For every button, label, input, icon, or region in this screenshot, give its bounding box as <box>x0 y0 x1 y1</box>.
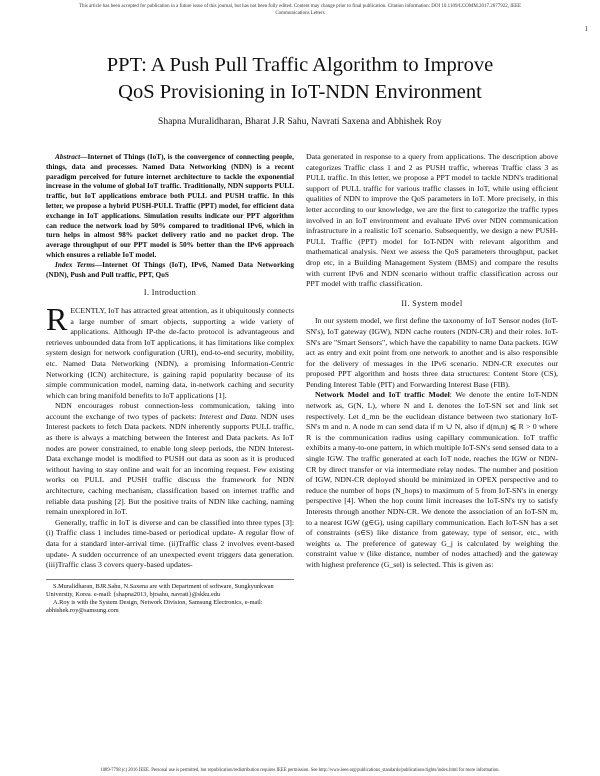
intro-paragraph-4: Data generated in response to a query from applications. The description above categorizes Traffic class 1 and 2 as PUSH traffic, whereas Traffic class 3 as PULL traffic. In this letter, we propose a PPT model to tackle NDN's traditional support of PULL traffic for various traffic classes in IoT, while using efficient qualities of NDN to improve the QoS parameters in IoT. More precisely, in this letter according to our knowledge, we are the first to categorize the traffic types involved in an IoT environment and evaluate IPv6 over NDN communication infrastructure in a realistic IoT scenario. Subsequently, we design a new PUSH-PULL Traffic (PPT) model for IoT-NDN with relevant algorithm and mathematical analysis. Next we assess the QoS parameters throughput, packet drop etc, in a Building Management System (BMS) and compare the results with current IPv6 and NDN scenario without traffic classification across our PPT model with traffic classification. <box>306 152 558 289</box>
right-column <box>306 152 558 571</box>
header-line-2: Communications Letters <box>275 11 325 16</box>
index-terms-label: Index Terms <box>55 259 95 269</box>
network-model-title: Network Model and IoT traffic Model <box>315 390 450 400</box>
abstract <box>46 152 294 260</box>
index-terms <box>46 260 294 280</box>
left-column <box>46 152 294 615</box>
header-line-1: This article has been accepted for publication in a future issue of this journal, but has not been fully edited. Content may change prior to final publication. Citation information: DOI 10.1109/LCOMM.2017.2677922, IEEE <box>78 4 522 9</box>
intro-paragraph-3: Generally, traffic in IoT is diverse and can be classified into three types [3]: (i) Traffic class 1 includes time-based or periodical update- A regular flow of data for a standard inter-arrival time. (ii)Traffic class 2 involves event-based update- A sudden occurrence of an unexpected event triggers data generation. (iii)Traffic class 3 covers query-based updates- <box>46 517 294 570</box>
author-list: Shapna Muralidharan, Bharat J.R Sahu, Navrati Saxena and Abhishek Roy <box>158 117 442 127</box>
title-line-2: QoS Provisioning in IoT-NDN Environment <box>118 81 482 103</box>
drop-cap: R <box>46 305 68 337</box>
section-heading-introduction: I. Introduction <box>143 288 197 298</box>
copyright-footer: 1089-7798 (c) 2016 IEEE. Personal use is permitted, but republication/redistribution requires IEEE permission. See http://www.ieee.org/publications_standards/publications/rights/index.html for more information. <box>100 768 500 773</box>
section-heading-system-model: II. System model <box>401 298 463 308</box>
footnote-1: S.Muralidharan, BJR.Sahu, N.Saxena are with Department of software, Sungkyunkwan University, Korea. e-mail: {shapna2013, bjrsahu, navrati}@skku.edu <box>46 582 274 598</box>
system-model-paragraph-2: Network Model and IoT traffic Model: We denote the entire IoT-NDN network as, G(N, L), where N and L denotes the IoT-SN set and link set respectively. Let d_mn be the euclidean distance between two stationary IoT-SN's m and n. A node m can send data if m ∪ N, also if d(m,n) ⩽ R > 0 where R is the communication radius using capillary communication. IoT traffic exhibits a many-to-one pattern, in which multiple IoT-SN's send sensed data to a single IGW. The traffic generated at each IoT node, reaches the IGW or NDN-CR by direct transfer or via intermediate relay nodes. The number and position of IGW, NDN-CR deployed should be minimized in OPEX perspective and to reduce the number of hops (N_hops) to maximum of 5 from IoT-SN's in energy perspective [4]. When the hop count limit increases the IoT-SN's try to satisfy Interests through another NDN-CR. We denote the association of an IoT-SN m, to a nearest IGW (g∈G), using capillary communication. Each IoT-SN has a set of constraints (s∈S) like distance from gateway, type of sensor, etc., with weights ω. The preference of gateway G_j is calculated by weighing the constraint value v (like distance, number of nodes attached) and the gateway with highest preference (G_sel) is selected. This is given as: <box>306 390 558 569</box>
footnote-2: A.Roy is with the System Design, Network Division, Samsung Electronics, e-mail: abhishek.roy@samsung.com <box>46 598 263 614</box>
title-line-1: PPT: A Push Pull Traffic Algorithm to Improve <box>106 54 494 76</box>
abstract-label: Abstract <box>55 152 81 161</box>
emphasis-interest-data: Interest and Data <box>199 411 256 421</box>
page-number: 1 <box>584 25 588 33</box>
system-model-paragraph-1: In our system model, we first define the taxonomy of IoT Sensor nodes (IoT-SN's), IoT gateway (IGW), NDN cache routers (NDN-CR) and their roles. IoT-SN's are "Smart Sensors", which have the capability to name Data packets. IGW act as entry and exit point from one network to another and is also responsible for the delivery of messages in the IPv6 scenario. NDN-CR executes our proposed PPT algorithm and hosts three data structures: Content Store (CS), Pending Interest Table (PIT) and Forwarding Interest Base (FIB). <box>306 316 558 389</box>
journal-header <box>0 3 600 17</box>
paper-title <box>0 52 600 106</box>
intro-paragraph-1 <box>46 306 294 401</box>
index-terms-text: —Internet Of Things (IoT), IPv6, Named Data Networking (NDN), Push and Pull traffic, PPT, QoS <box>46 259 294 279</box>
intro-paragraph-1-text: ECENTLY, IoT has attracted great attention, as it ubiquitously connects a large number of smart objects, supporting a wide variety of applications. Although IP-the de-facto protocol is advantageous and retrieves unbounded data from IoT applications, it has limitations like complex system design for network configuration (URI), end-to-end security, mobility, etc. Named Data Networking (NDN), a promising Information-Centric Networking (ICN) architecture, is gaining rapid popularity because of its simple communication model, naming data, in-network caching and security which can bring manifold benefits to IoT applications [1]. <box>46 305 294 400</box>
author-footnotes <box>46 579 294 615</box>
intro-paragraph-2: NDN encourages robust connection-less communication, taking into account the exchange of two types of packets: Interest and Data. NDN uses Interest packets to fetch Data packets. NDN inherently supports PULL traffic, as there is always a matching between the Interest and Data packets. As IoT nodes are power constrained, to enable long sleep periods, the NDN Interest-Data exchange model is modified to PUSH out data as soon as it is produced without having to stay online and wait for an incoming request. Few existing works on PULL and PUSH traffic discuss the framework for NDN architecture, caching mechanism, classification based on internet traffic and reliable data pushing [2]. But the positive traits of NDN like caching, naming remain unexplored in IoT. <box>46 401 294 517</box>
abstract-text: —Internet of Things (IoT), is the convergence of connecting people, things, data and processes. Named Data Networking (NDN) is a recent paradigm perceived for future internet architecture to tackle the exponential increase in the volume of global IoT traffic. Traditionally, NDN supports PULL traffic, but IoT applications embrace both PULL and PUSH traffic. In this letter, we propose a hybrid PUSH-PULL Traffic (PPT) model, for efficient data exchange in IoT applications. Simulation results indicate our PPT algorithm can reduce the network load by 50% compared to traditional IPv6, which in turn helps in almost 98% packet delivery ratio and no packet drop. The average throughput of our PPT model is 50% better than the IPv6 approach which ensures a reliable IoT model. <box>46 152 294 259</box>
